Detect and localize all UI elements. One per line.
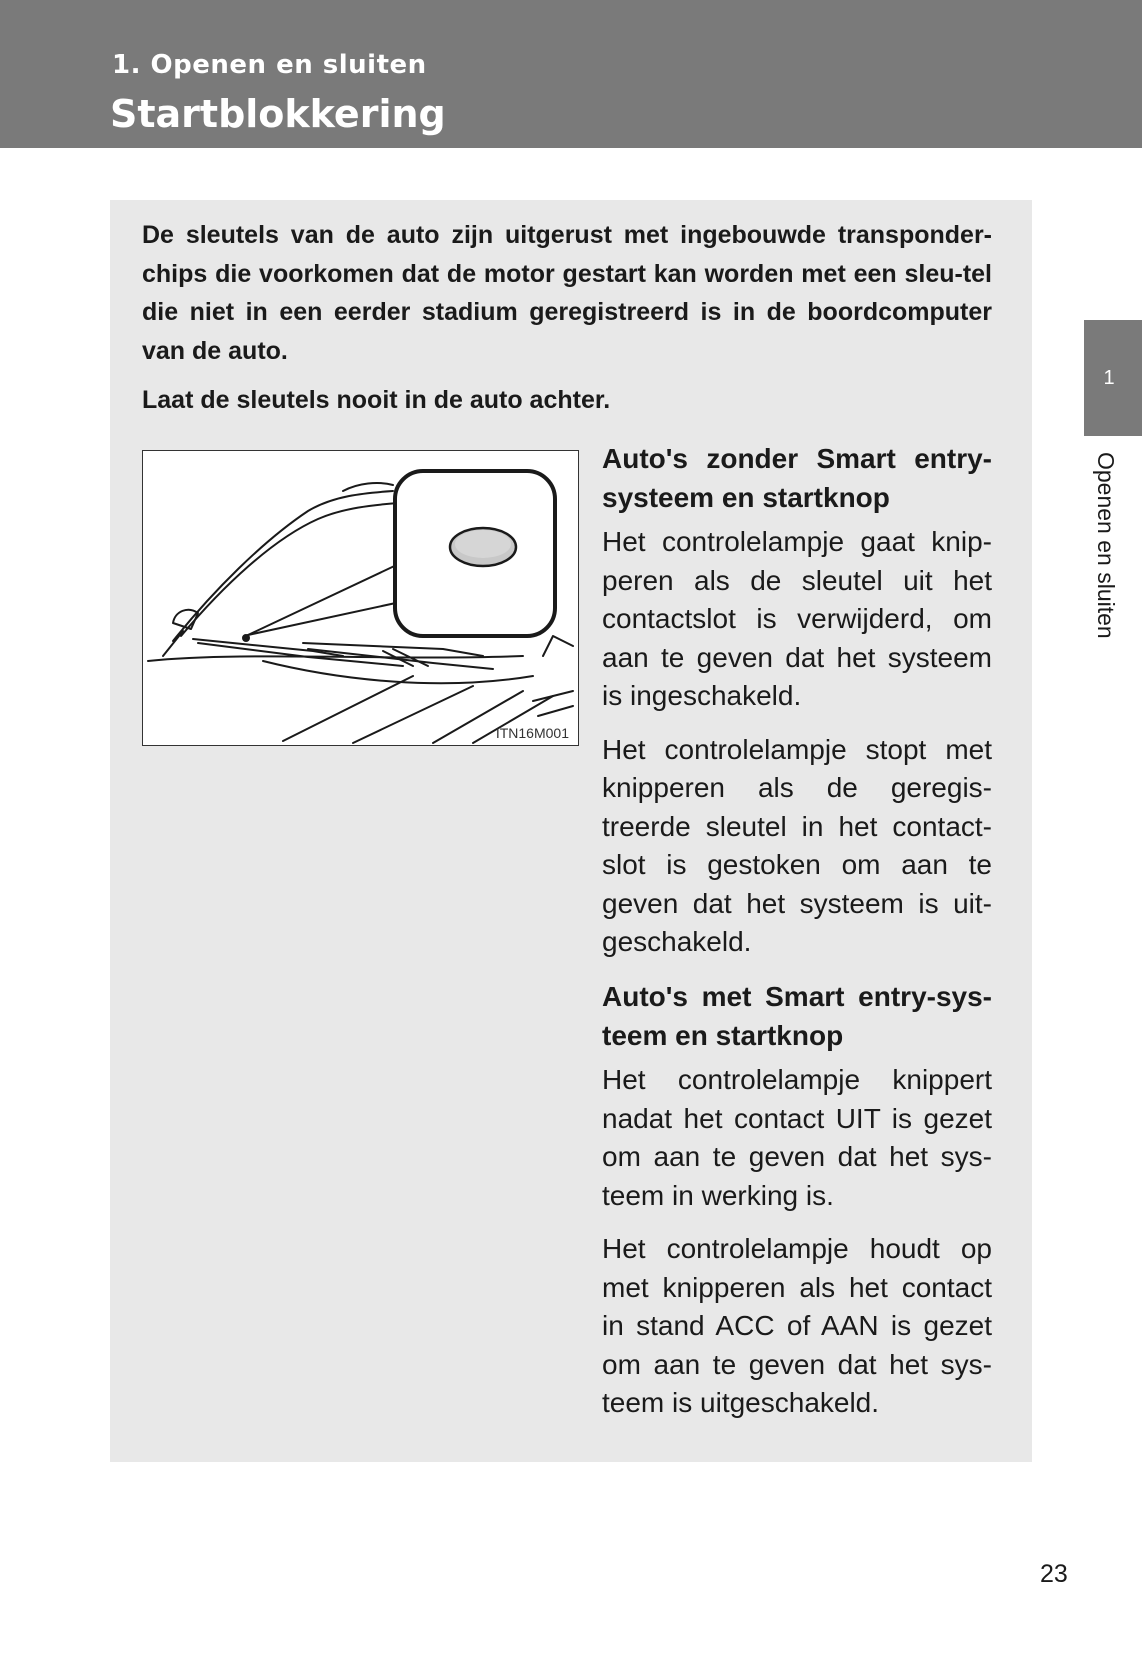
section-paragraph: Het controlelampje houdt op met knipperen als het contact in stand ACC of AAN is gezet om aan te geven dat het sys-teem is uitgeschakeld. (602, 1233, 992, 1418)
intro-paragraph: De sleutels van de auto zijn uitgerust met ingebouwde transponder-chips die voorkomen dat de motor gestart kan worden met een sleu-tel die niet in een eerder stadium geregistreerd is in de boordcomputer van de auto. (142, 221, 992, 365)
figure-box (142, 450, 579, 746)
chapter-tab[interactable] (1084, 320, 1142, 436)
section-paragraph: Het controlelampje stopt met knipperen als de geregis-treerde sleutel in het contact-slot is gestoken om aan te geven dat het systeem is uit-geschakeld. (602, 733, 992, 957)
chapter-tab-number: 1 (1103, 366, 1115, 389)
page-header (0, 0, 1142, 148)
indicator-lamp-illustration (143, 451, 580, 747)
page-title: Startblokkering (110, 92, 446, 136)
section-with-smart (602, 978, 992, 1423)
section-without-smart (602, 440, 992, 962)
page-number: 23 (1040, 1560, 1068, 1588)
section-paragraph: Het controlelampje knippert nadat het contact UIT is gezet om aan te geven dat het sys-teem in werking is. (602, 1064, 992, 1211)
chapter-title: 1. Openen en sluiten (112, 50, 427, 80)
section-heading: Auto's zonder Smart entry-systeem en startknop (602, 443, 992, 513)
section-heading: Auto's met Smart entry-sys-teem en startknop (602, 981, 992, 1051)
figure-code: ITN16M001 (495, 725, 569, 741)
warning-text: Laat de sleutels nooit in de auto achter. (142, 386, 611, 414)
chapter-tab-label: Openen en sluiten (1093, 452, 1119, 639)
section-paragraph: Het controlelampje gaat knip-peren als de sleutel uit het contactslot is verwijderd, om aan te geven dat het systeem is ingeschakeld. (602, 526, 992, 711)
